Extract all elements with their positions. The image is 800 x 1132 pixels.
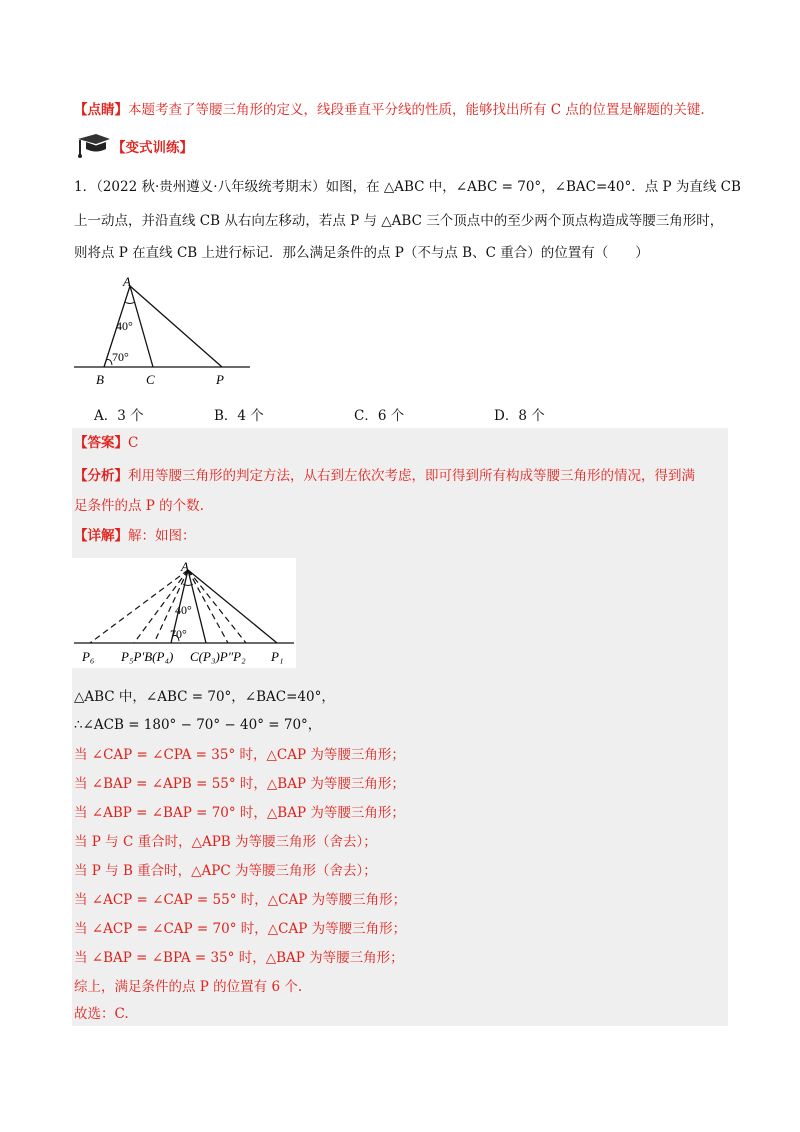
detail-tag: 【详解】 (74, 528, 128, 544)
solution-red-4: 当 P 与 C 重合时，△APB 为等腰三角形（舍去）； (74, 834, 377, 850)
section-title: 【变式训练】 (112, 140, 193, 156)
solution-red-7: 当 ∠ACP = ∠CAP = 70° 时，△CAP 为等腰三角形； (74, 921, 407, 937)
answer-tag: 【答案】 (74, 435, 128, 451)
figure-1 (72, 272, 252, 390)
question-line-1: 1．（2022 秋·贵州遵义·八年级统考期末）如图，在 △ABC 中，∠ABC = 70°，∠BAC=40°．点 P 为直线 CB (74, 179, 741, 195)
solution-red-6: 当 ∠ACP = ∠CAP = 55° 时，△CAP 为等腰三角形； (74, 892, 407, 908)
graduation-cap-icon (74, 133, 114, 159)
answer-text: C (128, 435, 139, 451)
fig2-label-c: C(P₃)P″P₂ (190, 649, 246, 664)
fig2-angle-a: 40° (175, 603, 192, 617)
question-line-2: 上一动点，并沿直线 CB 从右向左移动，若点 P 与 △ABC 三个顶点中的至少两个顶点构造成等腰三角形时， (74, 213, 724, 229)
analysis-text-1: 利用等腰三角形的判定方法，从右到左依次考虑，即可得到所有构成等腰三角形的情况，得到满 (128, 468, 695, 484)
figure-2 (72, 558, 296, 668)
fig2-label-a: A (181, 559, 189, 574)
solution-red-1: 当 ∠CAP = ∠CPA = 35° 时，△CAP 为等腰三角形； (74, 747, 405, 763)
solution-red-2: 当 ∠BAP = ∠APB = 55° 时，△BAP 为等腰三角形； (74, 776, 405, 792)
detail-text: 解：如图： (128, 528, 196, 544)
dianjing-line (74, 100, 705, 120)
dianjing-tag: 【点睛】 (74, 102, 128, 118)
analysis-tag: 【分析】 (74, 468, 128, 484)
solution-conclusion: 故选：C. (74, 1006, 129, 1022)
solution-line-2: ∴∠ACB = 180° − 70° − 40° = 70°， (74, 717, 322, 733)
fig2-label-p1: P₁ (271, 649, 284, 664)
option-d[interactable]: D．8 个 (494, 408, 545, 424)
fig1-angle-a: 40° (116, 319, 133, 333)
dianjing-text: 本题考查了等腰三角形的定义，线段垂直平分线的性质，能够找出所有 C 点的位置是解题的关键. (128, 102, 705, 118)
fig2-label-p5: P₅P′B(P₄) (121, 649, 174, 664)
fig1-label-p: P (216, 372, 224, 387)
solution-red-9: 综上，满足条件的点 P 的位置有 6 个. (74, 979, 303, 995)
option-c[interactable]: C．6 个 (354, 408, 405, 424)
fig1-angle-b: 70° (112, 350, 129, 364)
solution-red-3: 当 ∠ABP = ∠BAP = 70° 时，△BAP 为等腰三角形； (74, 805, 405, 821)
fig1-label-a: A (123, 274, 131, 289)
fig2-angle-b: 70° (170, 627, 187, 641)
solution-line-1: △ABC 中，∠ABC = 70°，∠BAC=40°， (74, 689, 335, 705)
analysis-line-2: 足条件的点 P 的个数. (74, 498, 204, 514)
solution-red-8: 当 ∠BAP = ∠BPA = 35° 时，△BAP 为等腰三角形； (74, 950, 404, 966)
option-b[interactable]: B．4 个 (214, 408, 264, 424)
question-line-3: 则将点 P 在直线 CB 上进行标记．那么满足条件的点 P（不与点 B、C 重合）的位置有（ ） (74, 245, 649, 261)
option-a[interactable]: A．3 个 (94, 408, 144, 424)
detail-line (74, 526, 196, 546)
analysis-line-1 (74, 466, 695, 486)
fig1-label-b: B (96, 372, 104, 387)
solution-red-5: 当 P 与 B 重合时，△APC 为等腰三角形（舍去）； (74, 863, 377, 879)
fig2-label-p6: P₆ (82, 649, 95, 664)
answer-line (74, 433, 138, 453)
fig1-label-c: C (146, 372, 155, 387)
